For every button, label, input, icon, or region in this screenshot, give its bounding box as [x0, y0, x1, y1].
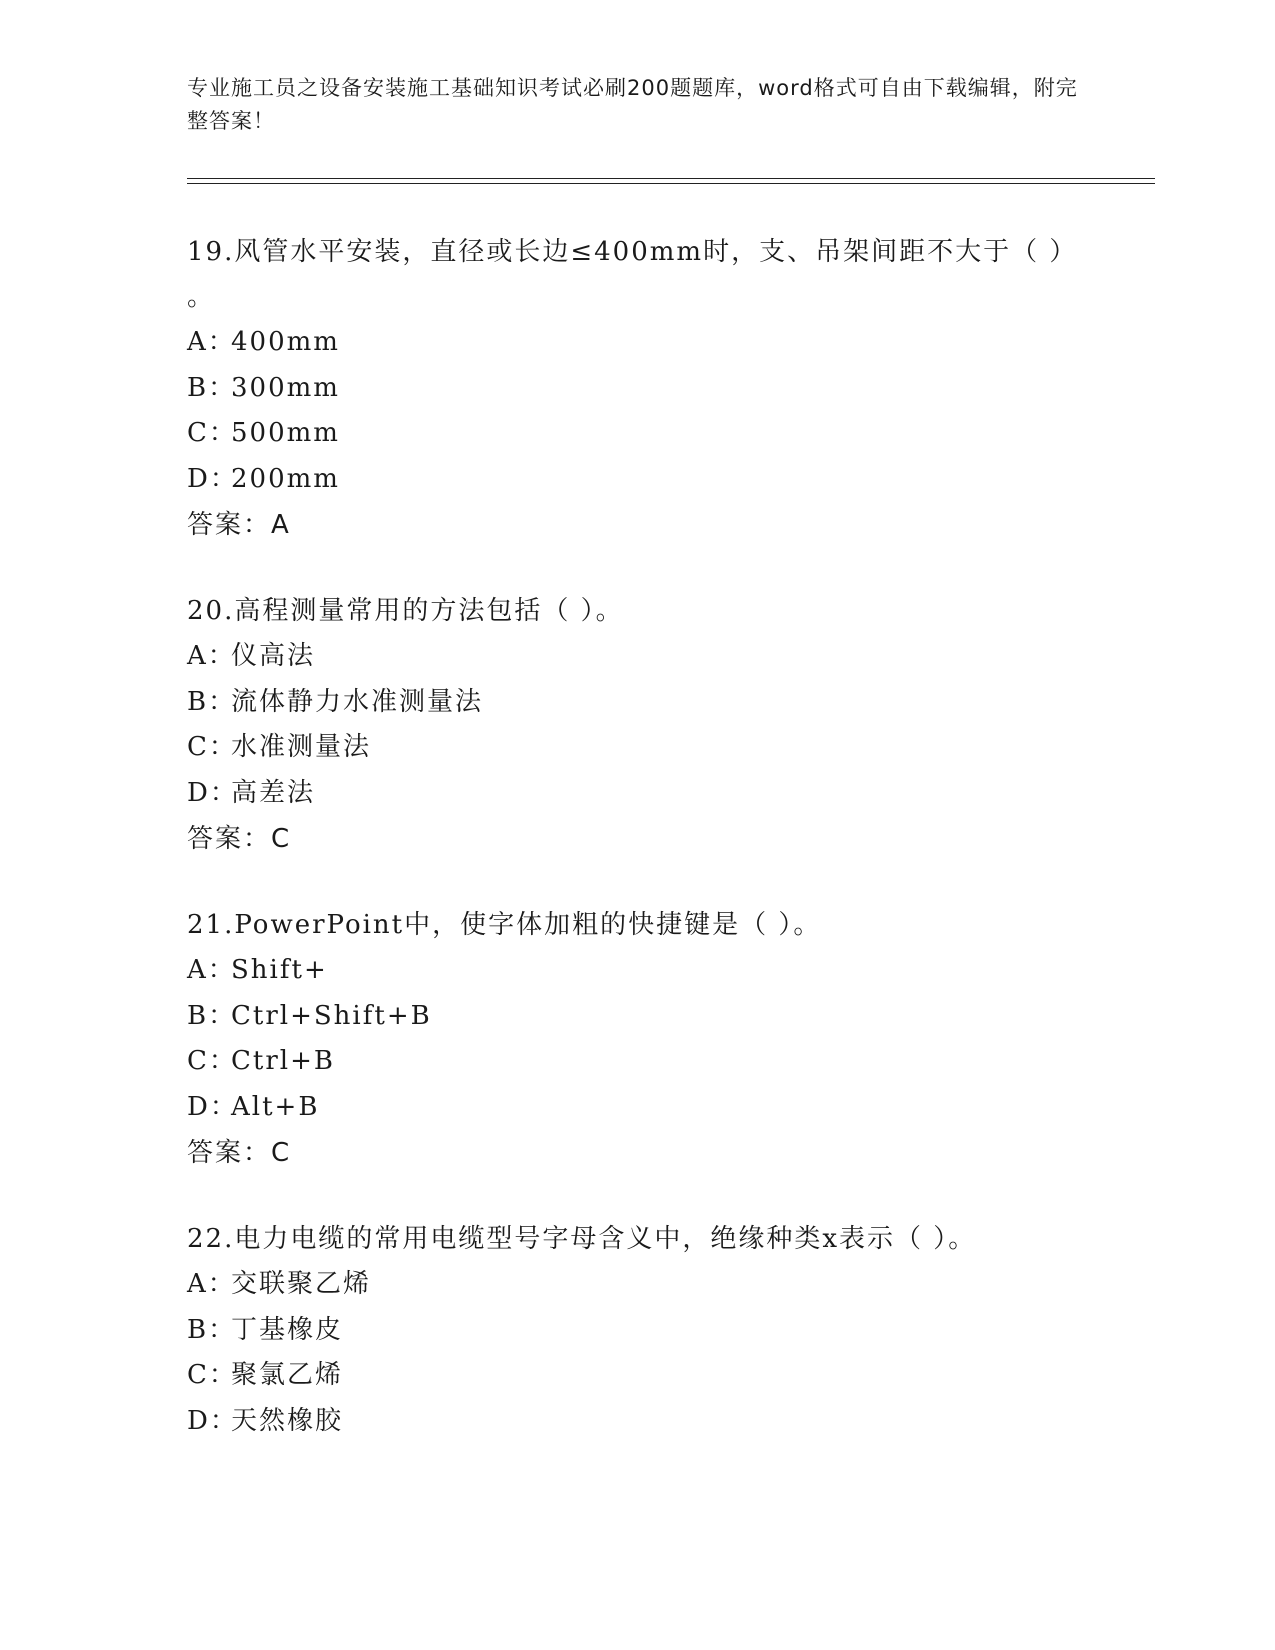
option-d — [187, 771, 1107, 817]
question-text: 19.风管水平安装，直径或长边≤400mm时，支、吊架间距不大于（ ） — [187, 237, 1078, 267]
option-b — [187, 366, 1107, 412]
header-rule-top — [187, 178, 1155, 179]
option-c — [187, 1039, 1107, 1085]
option-letter: C： — [187, 732, 237, 762]
option-a — [187, 1262, 1107, 1308]
option-text: 聚氯乙烯 — [231, 1360, 344, 1390]
option-letter: C： — [187, 418, 237, 448]
option-text: Alt+B — [231, 1091, 320, 1122]
option-c — [187, 1353, 1107, 1399]
question-title: 20.高程测量常用的方法包括（ ）。 — [187, 596, 624, 626]
option-letter: B： — [187, 686, 237, 717]
option-d — [187, 1399, 1107, 1445]
option-text: 丁基橡皮 — [231, 1314, 344, 1345]
option-letter: D： — [187, 463, 238, 494]
option-c — [187, 725, 1107, 771]
question-21 — [187, 903, 1107, 1176]
option-letter: B： — [187, 1000, 237, 1031]
option-a — [187, 320, 1107, 366]
option-letter: D： — [187, 777, 238, 808]
option-text: 200mm — [231, 463, 340, 494]
question-text-continued: 。 — [187, 282, 216, 312]
question-20 — [187, 589, 1107, 862]
option-a — [187, 948, 1107, 994]
option-text: 天然橡胶 — [231, 1405, 344, 1436]
option-letter: A： — [187, 955, 236, 985]
option-letter: D： — [187, 1405, 238, 1436]
option-text: 仪高法 — [231, 641, 316, 671]
option-letter: C： — [187, 1046, 237, 1076]
option-b — [187, 994, 1107, 1040]
question-title — [187, 230, 1107, 320]
option-letter: B： — [187, 1314, 237, 1345]
answer-line: 答案：C — [187, 824, 292, 854]
option-text: 流体静力水准测量法 — [231, 686, 484, 717]
option-letter: B： — [187, 372, 237, 403]
option-b — [187, 1308, 1107, 1354]
option-c — [187, 411, 1107, 457]
option-b — [187, 680, 1107, 726]
option-text: Ctrl+B — [231, 1046, 335, 1076]
question-22 — [187, 1217, 1107, 1444]
option-text: 交联聚乙烯 — [231, 1269, 372, 1299]
option-text: Ctrl+Shift+B — [231, 1000, 432, 1031]
option-text: 高差法 — [231, 777, 316, 808]
question-19 — [187, 230, 1107, 548]
answer-line: 答案：A — [187, 510, 291, 540]
option-text: Shift+ — [231, 955, 328, 985]
option-d — [187, 1085, 1107, 1131]
option-text: 500mm — [231, 418, 340, 448]
option-letter: A： — [187, 641, 236, 671]
answer-line: 答案：C — [187, 1138, 292, 1168]
option-text: 400mm — [231, 327, 340, 357]
header-rule-bottom — [187, 183, 1155, 184]
option-letter: C： — [187, 1360, 237, 1390]
option-d — [187, 457, 1107, 503]
document-header: 专业施工员之设备安装施工基础知识考试必刷200题题库，word格式可自由下载编辑，附完整答案！ — [187, 76, 1078, 133]
option-text: 水准测量法 — [231, 732, 372, 762]
option-letter: A： — [187, 1269, 236, 1299]
question-title: 21.PowerPoint中，使字体加粗的快捷键是（ ）。 — [187, 910, 822, 940]
option-letter: A： — [187, 327, 236, 357]
question-title: 22.电力电缆的常用电缆型号字母含义中，绝缘种类x表示（ ）。 — [187, 1224, 977, 1254]
question-list — [187, 230, 1107, 1485]
option-letter: D： — [187, 1091, 238, 1122]
option-text: 300mm — [231, 372, 340, 403]
option-a — [187, 634, 1107, 680]
